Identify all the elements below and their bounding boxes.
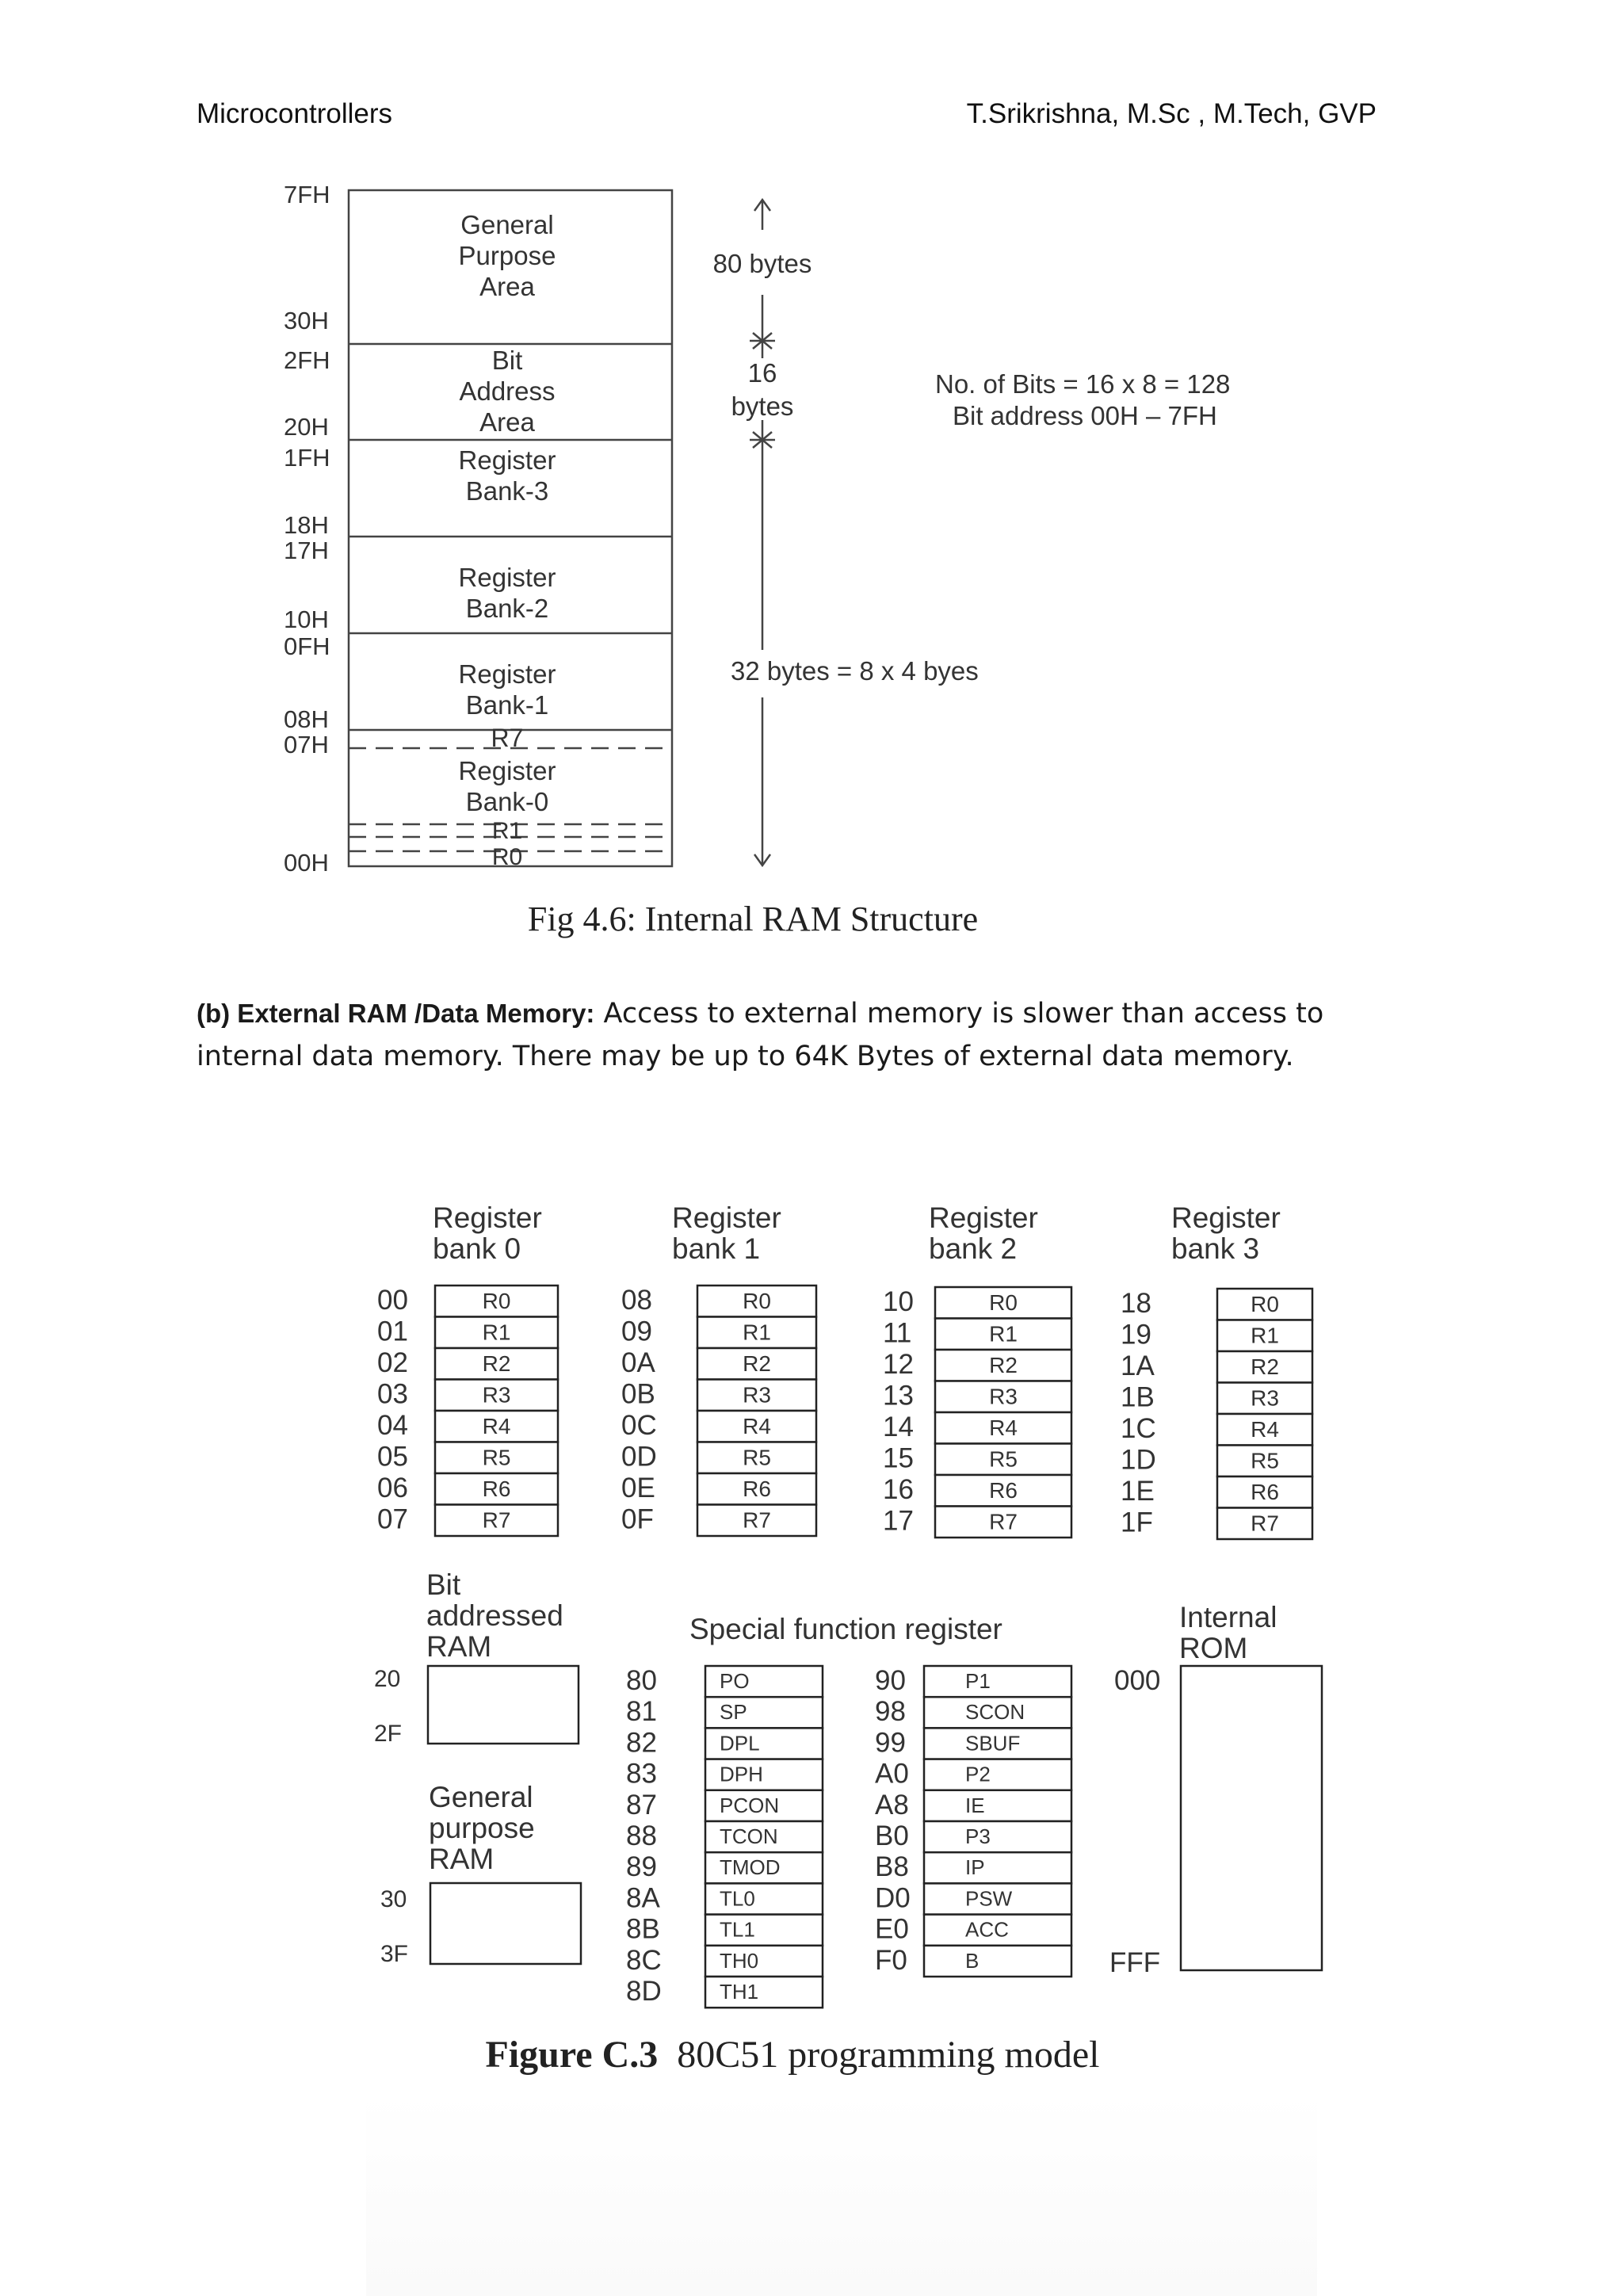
bank0-addr-02: 02 [377, 1347, 408, 1378]
header-left: Microcontrollers [197, 98, 392, 129]
external-ram-text: Access to external memory is slower than access to internal data memory. There may be up to 64K Bytes of external data memory. [197, 998, 1324, 1072]
sfr-name-P2: P2 [965, 1762, 991, 1786]
sfr-cell-B [924, 1946, 1071, 1977]
bit-ram-start: 20 [374, 1666, 401, 1692]
sfr-addr-81: 81 [626, 1696, 657, 1728]
bank1-reg-R1: R1 [743, 1320, 771, 1345]
bank0-addr-01: 01 [377, 1316, 408, 1347]
sfr-cell-IE [924, 1790, 1071, 1821]
fig1-area-4-line-0: Register [458, 659, 556, 689]
bank0-addr-06: 06 [377, 1473, 408, 1503]
size-16-bottom-label: bytes [731, 392, 794, 421]
bit-ram-label-1: Bit [426, 1568, 461, 1601]
bank3-addr-1C: 1C [1121, 1413, 1156, 1444]
bank3-addr-19: 19 [1121, 1319, 1151, 1350]
bank1-addr-0D: 0D [621, 1441, 657, 1473]
bank2-reg-R3: R3 [989, 1384, 1018, 1409]
sfr-addr-F0: F0 [875, 1944, 907, 1976]
bank0-reg-R3: R3 [482, 1382, 511, 1408]
bank0-title-2: bank 0 [433, 1232, 521, 1265]
sfr-addr-88: 88 [626, 1820, 657, 1851]
sfr-title: Special function register [689, 1613, 1002, 1645]
fig1-area-3-line-0: Register [458, 563, 556, 592]
bank2-title-1: Register [929, 1201, 1038, 1234]
bank2-addr-16: 16 [883, 1474, 914, 1505]
sfr-name-TCON: TCON [720, 1824, 778, 1848]
gp-ram-start: 30 [380, 1886, 407, 1912]
internal-rom [1109, 1601, 1322, 1978]
sfr-addr-D0: D0 [875, 1882, 911, 1914]
fig1-address-08H: 08H [284, 705, 329, 733]
fig1-area-5-line-0: Register [458, 756, 556, 785]
size-16-top-label: 16 [747, 358, 777, 388]
sfr-addr-E0: E0 [875, 1913, 909, 1945]
fig1-address-labels [284, 181, 330, 877]
sfr-addr-80: 80 [626, 1665, 657, 1696]
rom-label-1: Internal [1179, 1601, 1277, 1633]
fig1-address-10H: 10H [284, 606, 329, 633]
sfr-name-IP: IP [965, 1855, 985, 1880]
register-banks [377, 1201, 1312, 1539]
bank2-title-2: bank 2 [929, 1232, 1018, 1265]
sfr-name-TMOD: TMOD [720, 1855, 781, 1880]
header-right: T.Srikrishna, M.Sc , M.Tech, GVP [966, 98, 1377, 129]
size-32-label: 32 bytes = 8 x 4 byes [731, 656, 979, 686]
external-ram-label: (b) External RAM /Data Memory: [197, 999, 595, 1028]
sfr-addr-89: 89 [626, 1851, 657, 1883]
fig1-area-0-line-1: Purpose [458, 241, 556, 270]
bank3-title-1: Register [1171, 1201, 1281, 1234]
bank0-reg-R7: R7 [482, 1507, 511, 1533]
sfr-name-PCON: PCON [720, 1793, 780, 1817]
external-ram-paragraph [197, 992, 1433, 1078]
fig1-area-1-line-0: Bit [491, 346, 523, 375]
bank1-addr-08: 08 [621, 1285, 652, 1316]
gp-ram-box [430, 1883, 581, 1964]
bank3-reg-R1: R1 [1251, 1323, 1279, 1348]
bank2-addr-10: 10 [883, 1286, 914, 1317]
sfr-addr-82: 82 [626, 1727, 657, 1759]
fig1-address-30H: 30H [284, 307, 329, 334]
bank0-addr-07: 07 [377, 1503, 408, 1535]
fig1-area-0-line-0: General [460, 210, 554, 239]
bank3-reg-R4: R4 [1251, 1417, 1279, 1442]
rom-start: 000 [1114, 1665, 1161, 1696]
sfr-name-IE: IE [965, 1793, 985, 1817]
sfr-cell-P3 [924, 1821, 1071, 1852]
fig1-address-00H: 00H [284, 849, 329, 877]
bank0-reg-R0: R0 [482, 1289, 511, 1313]
sfr-name-P1: P1 [965, 1669, 991, 1693]
bank0-reg-R6: R6 [482, 1477, 511, 1501]
bank1-addr-0B: 0B [621, 1378, 655, 1410]
bits-note-2: Bit address 00H – 7FH [953, 401, 1217, 430]
bank0-addr-00: 00 [377, 1285, 408, 1316]
bank1-addr-0E: 0E [621, 1473, 655, 1503]
sfr-name-TL1: TL1 [720, 1917, 755, 1942]
sfr-name-SCON: SCON [965, 1700, 1025, 1725]
bank1-addr-0C: 0C [621, 1410, 657, 1441]
fig1-area-5-line-1: Bank-0 [465, 787, 549, 816]
fig1-area-3-line-1: Bank-2 [465, 594, 549, 623]
sfr-addr-99: 99 [875, 1727, 906, 1759]
bank1-title-1: Register [672, 1201, 781, 1234]
bank1-reg-R2: R2 [743, 1351, 771, 1376]
sfr-name-ACC: ACC [965, 1917, 1009, 1942]
sfr-addr-8D: 8D [626, 1976, 662, 2007]
bank1-reg-R0: R0 [743, 1289, 771, 1313]
bank0-title-1: Register [433, 1201, 542, 1234]
bank3-addr-1E: 1E [1121, 1476, 1155, 1507]
fig2-caption-bold: Figure C.3 [485, 2034, 659, 2076]
fig1-address-7FH: 7FH [284, 181, 330, 208]
bank0-reg-R4: R4 [482, 1414, 511, 1438]
bank3-title-2: bank 3 [1171, 1232, 1260, 1265]
rom-end: FFF [1109, 1947, 1161, 1978]
bank2-reg-R7: R7 [989, 1509, 1018, 1534]
bit-ram-end: 2F [374, 1721, 403, 1747]
rom-box [1181, 1666, 1322, 1970]
fig1-address-0FH: 0FH [284, 632, 330, 660]
gp-ram-label-2: purpose [429, 1812, 535, 1844]
fig1-area-2-line-1: Bank-3 [465, 476, 549, 506]
sfr-addr-8B: 8B [626, 1913, 660, 1945]
sfr-name-PO: PO [720, 1669, 750, 1693]
bank0-addr-03: 03 [377, 1378, 408, 1410]
sfr-addr-A8: A8 [875, 1789, 909, 1820]
bank2-addr-17: 17 [883, 1505, 914, 1537]
r1-label: R1 [491, 818, 523, 844]
bank1-addr-0F: 0F [621, 1503, 654, 1535]
fig1-address-2FH: 2FH [284, 346, 330, 374]
sfr-name-DPH: DPH [720, 1762, 763, 1786]
special-function-registers [626, 1613, 1071, 2008]
bank2-reg-R5: R5 [989, 1446, 1018, 1472]
r0-label: R0 [491, 844, 523, 870]
fig1-area-0-line-2: Area [479, 272, 535, 301]
bank1-addr-09: 09 [621, 1316, 652, 1347]
bank3-reg-R0: R0 [1251, 1292, 1279, 1316]
fig1-address-18H: 18H [284, 511, 329, 539]
fig1-area-2-line-0: Register [458, 445, 556, 475]
sfr-addr-98: 98 [875, 1696, 906, 1728]
bank0-addr-05: 05 [377, 1441, 408, 1473]
fig1-address-17H: 17H [284, 537, 329, 564]
fig1-address-07H: 07H [284, 731, 329, 758]
fig1-address-1FH: 1FH [284, 444, 330, 472]
bank2-reg-R2: R2 [989, 1353, 1018, 1377]
bank2-addr-13: 13 [883, 1380, 914, 1412]
bank1-reg-R5: R5 [743, 1445, 771, 1470]
bit-ram-label-2: addressed [426, 1599, 563, 1632]
bank3-reg-R6: R6 [1251, 1480, 1279, 1504]
bank2-reg-R0: R0 [989, 1290, 1018, 1315]
fig1-address-20H: 20H [284, 413, 329, 441]
bank1-title-2: bank 1 [672, 1232, 761, 1265]
sfr-cell-P1 [924, 1666, 1071, 1697]
gp-ram-end: 3F [380, 1941, 409, 1967]
rom-label-2: ROM [1179, 1632, 1248, 1664]
bank0-reg-R5: R5 [482, 1445, 511, 1470]
page-bottom-shade [366, 2092, 1317, 2296]
general-purpose-ram [380, 1781, 581, 1967]
bank0-addr-04: 04 [377, 1410, 408, 1441]
sfr-addr-B8: B8 [875, 1851, 909, 1883]
bank2-reg-R6: R6 [989, 1478, 1018, 1503]
sfr-cell-P2 [924, 1759, 1071, 1790]
size-80-label: 80 bytes [712, 249, 812, 278]
sfr-cell-IP [924, 1852, 1071, 1883]
sfr-addr-A0: A0 [875, 1758, 909, 1790]
bank3-reg-R2: R2 [1251, 1354, 1279, 1379]
bank3-reg-R5: R5 [1251, 1448, 1279, 1473]
fig2-caption [0, 2033, 1585, 2076]
sfr-name-B: B [965, 1948, 980, 1973]
bank1-reg-R3: R3 [743, 1382, 771, 1408]
bank2-addr-12: 12 [883, 1349, 914, 1380]
r7-label: R7 [491, 724, 524, 752]
bank0-reg-R2: R2 [482, 1351, 511, 1376]
bank3-addr-1A: 1A [1121, 1350, 1155, 1381]
bank2-reg-R1: R1 [989, 1321, 1018, 1347]
bank3-addr-1D: 1D [1121, 1444, 1156, 1476]
bank1-reg-R4: R4 [743, 1414, 771, 1438]
sfr-name-SP: SP [720, 1700, 747, 1725]
sfr-name-P3: P3 [965, 1824, 991, 1848]
fig1-area-1-line-2: Area [479, 407, 535, 437]
bank0-reg-R1: R1 [482, 1320, 511, 1345]
sfr-name-TL0: TL0 [720, 1886, 755, 1911]
sfr-addr-8A: 8A [626, 1882, 660, 1914]
bit-ram-label-3: RAM [426, 1630, 492, 1663]
sfr-name-SBUF: SBUF [965, 1731, 1021, 1755]
sfr-addr-90: 90 [875, 1665, 906, 1696]
bit-ram-box [428, 1666, 579, 1744]
bank2-addr-14: 14 [883, 1412, 914, 1442]
fig1-area-1-line-1: Address [459, 376, 556, 406]
sfr-name-TH0: TH0 [720, 1948, 759, 1973]
sfr-name-TH1: TH1 [720, 1980, 759, 2004]
sfr-addr-8C: 8C [626, 1944, 662, 1976]
sfr-name-DPL: DPL [720, 1731, 760, 1755]
bank2-addr-11: 11 [883, 1317, 912, 1349]
gp-ram-label-1: General [429, 1781, 533, 1813]
programming-model-figure [0, 1173, 1623, 2029]
fig1-size-arrow [747, 200, 777, 865]
bank3-addr-1F: 1F [1121, 1507, 1153, 1538]
sfr-addr-83: 83 [626, 1758, 657, 1790]
bank1-reg-R6: R6 [743, 1477, 771, 1501]
bank3-reg-R3: R3 [1251, 1385, 1279, 1411]
sfr-addr-B0: B0 [875, 1820, 909, 1851]
internal-ram-figure [0, 0, 1623, 904]
sfr-addr-87: 87 [626, 1789, 657, 1820]
gp-ram-label-3: RAM [429, 1843, 495, 1875]
bank1-addr-0A: 0A [621, 1347, 655, 1378]
fig2-caption-rest: 80C51 programming model [677, 2034, 1100, 2076]
bank1-reg-R7: R7 [743, 1507, 771, 1533]
bits-note-1: No. of Bits = 16 x 8 = 128 [935, 369, 1231, 399]
bank3-addr-18: 18 [1121, 1288, 1151, 1319]
bank2-reg-R4: R4 [989, 1415, 1018, 1440]
bank3-reg-R7: R7 [1251, 1511, 1279, 1536]
bit-addressed-ram [374, 1568, 579, 1747]
sfr-name-PSW: PSW [965, 1886, 1013, 1911]
bank2-addr-15: 15 [883, 1442, 914, 1474]
fig1-area-4-line-1: Bank-1 [465, 690, 549, 720]
fig1-caption: Fig 4.6: Internal RAM Structure [527, 900, 979, 938]
bank3-addr-1B: 1B [1121, 1381, 1155, 1413]
